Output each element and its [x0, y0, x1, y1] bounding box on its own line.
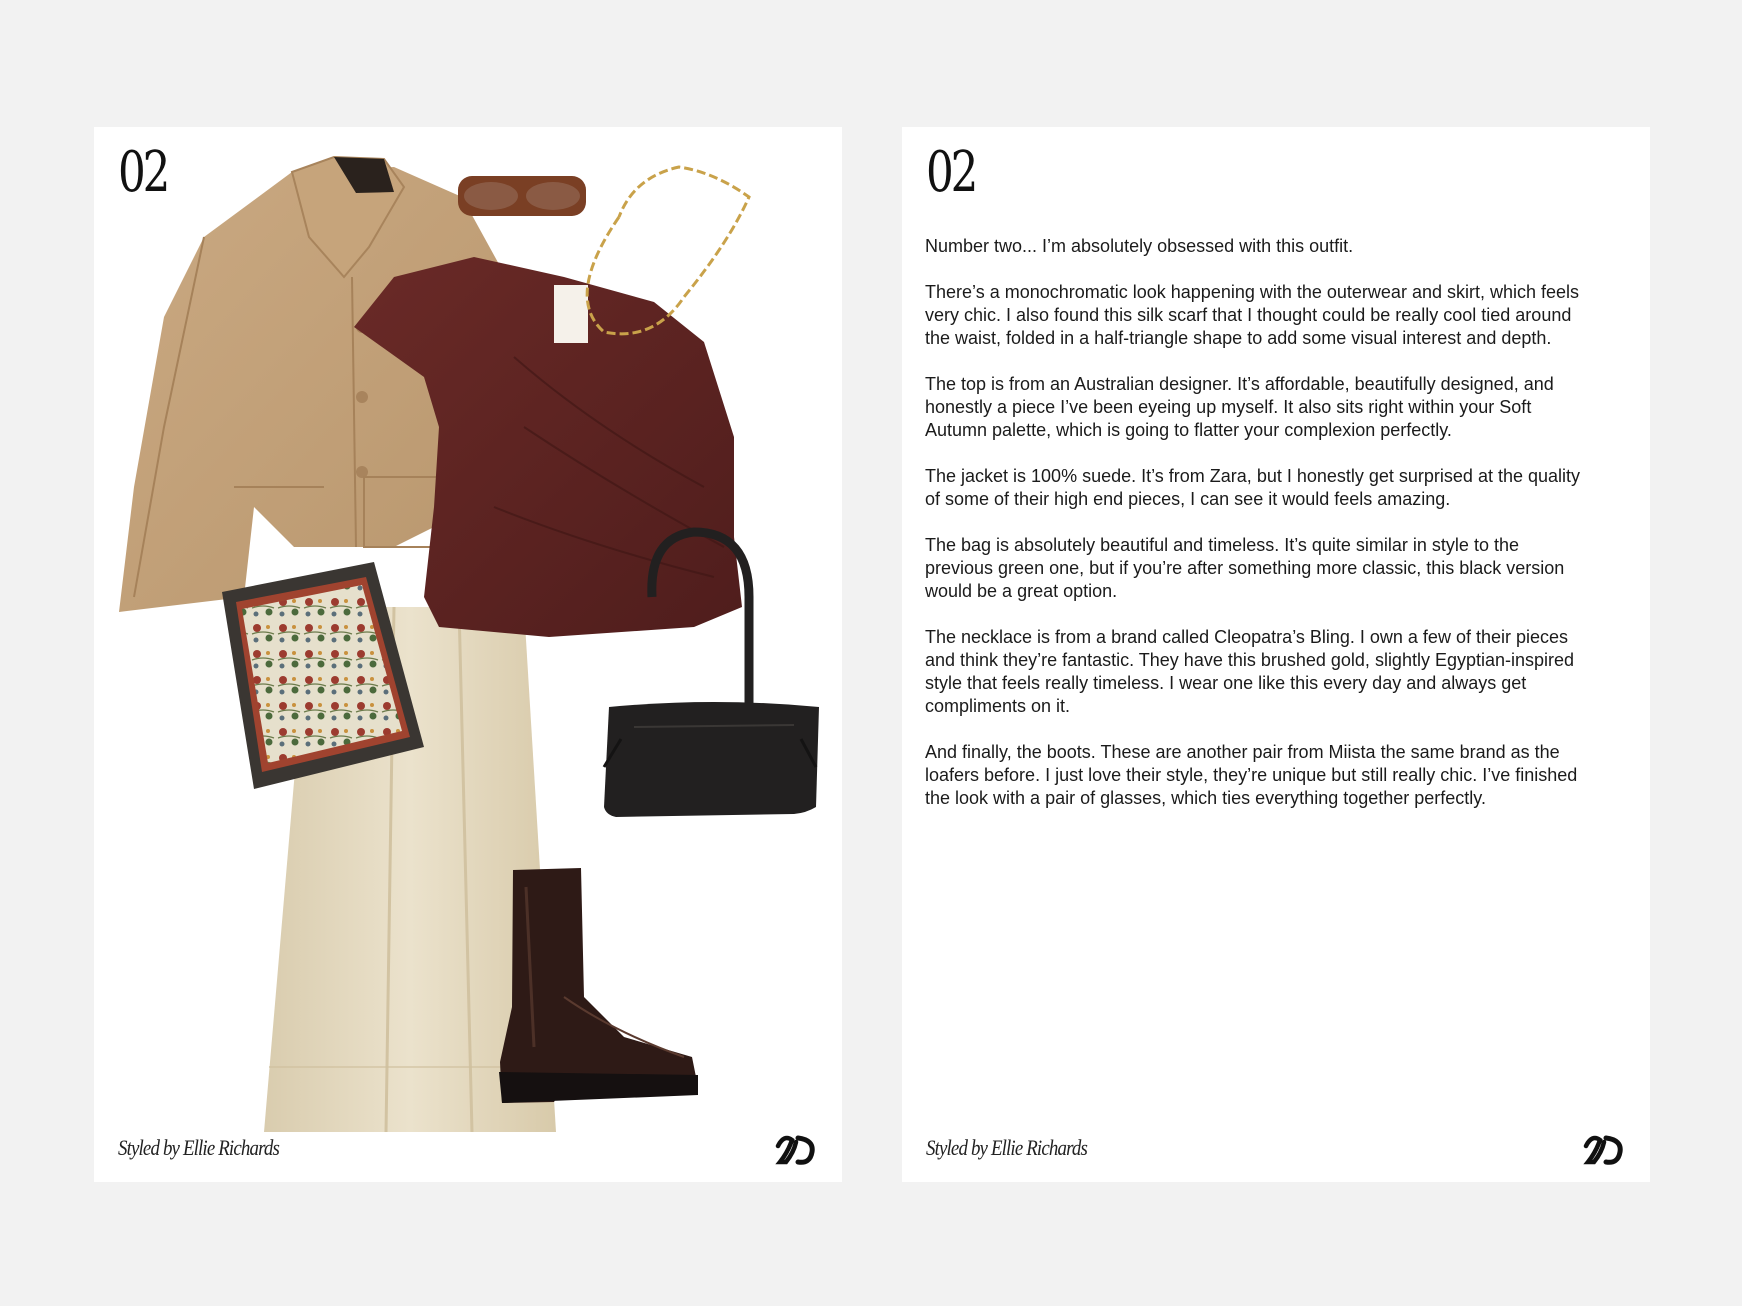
right-page — [902, 127, 1650, 1182]
left-page — [94, 127, 842, 1182]
footer-credit: Styled by Ellie Richards — [118, 1135, 279, 1160]
paragraph: The necklace is from a brand called Cleopatra’s Bling. I own a few of their pieces and think they’re fantastic. They have this brushed gold, slightly Egyptian-inspired style that feels really timeless. I wear one like this every day and always get compliments on it. — [925, 627, 1575, 716]
paragraph: And finally, the boots. These are another pair from Miista the same brand as the loafers before. I just love their style, they’re unique but still really chic. I’ve finished the look with a pair of glasses, which ties everything together perfectly. — [925, 742, 1578, 808]
paragraph: The bag is absolutely beautiful and timeless. It’s quite similar in style to the previous green one, but if you’re after something more classic, this black version would be a great option. — [925, 535, 1565, 601]
page-number: 02 — [118, 140, 168, 205]
brand-logo-icon — [1582, 1132, 1624, 1166]
paragraph: The top is from an Australian designer. It’s affordable, beautifully designed, and honestly a piece I’ve been eyeing up myself. It also sits right within your Soft Autumn palette, which is going to flatter your complexion perfectly. — [925, 374, 1554, 440]
boot-image — [499, 868, 698, 1103]
outfit-description — [925, 235, 1585, 833]
footer-credit: Styled by Ellie Richards — [926, 1135, 1087, 1160]
outfit-collage — [94, 127, 842, 1182]
sunglasses-image — [458, 176, 586, 216]
paragraph: Number two... I’m absolutely obsessed with this outfit. — [925, 236, 1354, 256]
paragraph: There’s a monochromatic look happening with the outerwear and skirt, which feels very chic. I also found this silk scarf that I thought could be really cool tied around the waist, folded in a half-triangle shape to add some visual interest and depth. — [925, 282, 1580, 348]
page-number: 02 — [926, 140, 976, 205]
paragraph: The jacket is 100% suede. It’s from Zara, but I honestly get surprised at the quality of some of their high end pieces, I can see it would feels amazing. — [925, 466, 1581, 509]
brand-logo-icon — [774, 1132, 816, 1166]
